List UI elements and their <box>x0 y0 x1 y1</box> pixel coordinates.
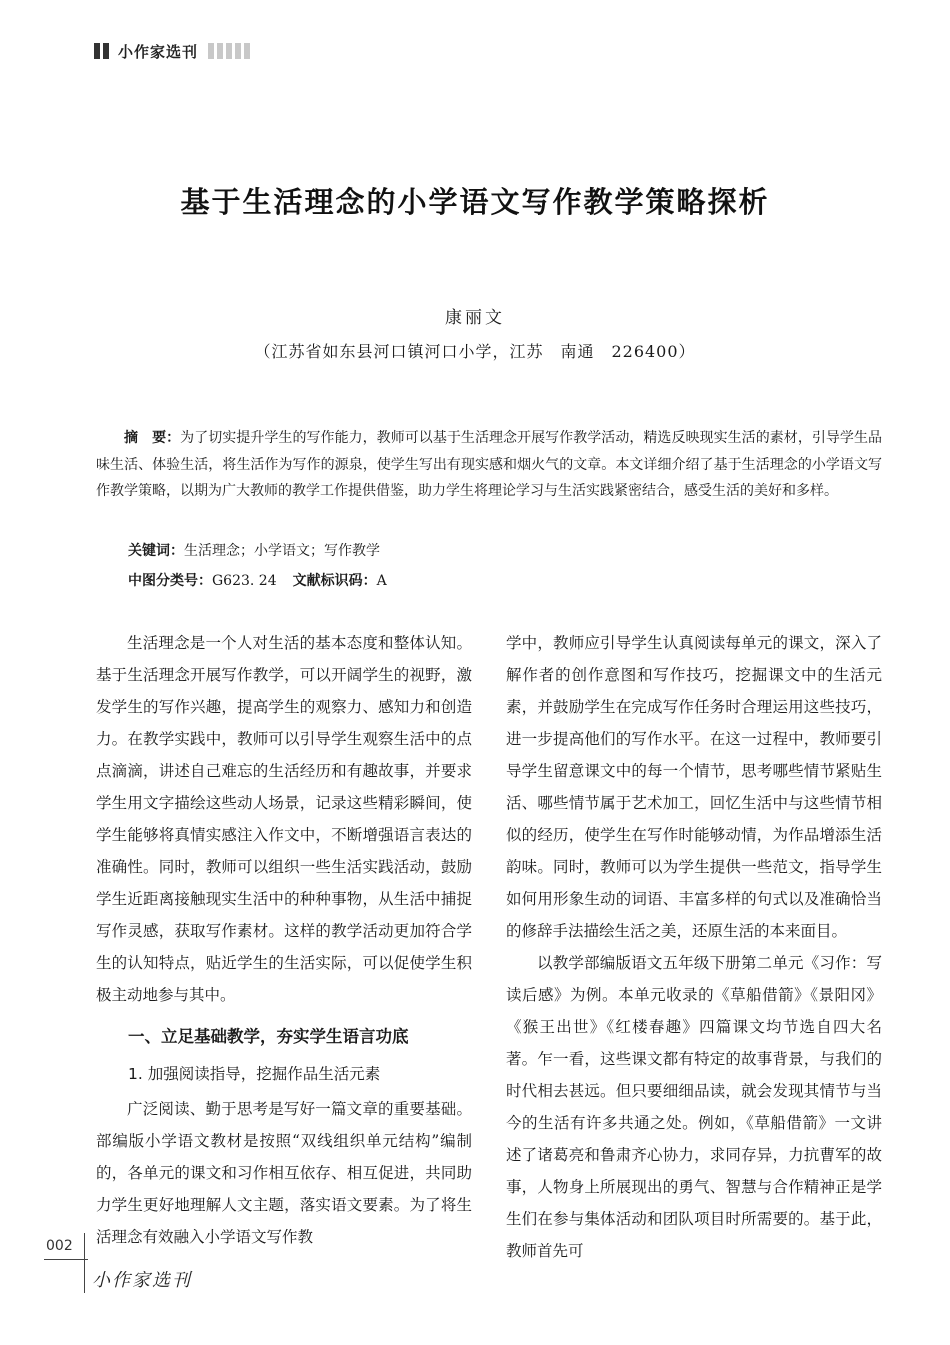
body-column-right <box>506 627 882 1267</box>
clc-value: G623. 24 <box>212 573 277 589</box>
body-paragraph: 以教学部编版语文五年级下册第二单元《习作：写读后感》为例。本单元收录的《草船借箭》《景阳冈》《猴王出世》《红楼春趣》四篇课文均节选自四大名著。乍一看，这些课文都有特定的故事背景，与我们的时代相去甚远。但只要细细品读，就会发现其情节与当今的生活有许多共通之处。例如，《草船借箭》一文讲述了诸葛亮和鲁肃齐心协力，求同存异，力抗曹军的故事，人物身上所展现出的勇气、智慧与合作精神正是学生们在参与集体活动和团队项目时所需要的。基于此，教师首先可 <box>506 954 882 1260</box>
header-bar-mark <box>235 43 241 59</box>
section-heading: 一、立足基础教学，夯实学生语言功底 <box>128 1027 409 1046</box>
footer-rule <box>44 1259 88 1260</box>
footer-divider <box>84 1233 85 1293</box>
keywords <box>128 540 380 560</box>
header-bar-mark <box>244 43 250 59</box>
abstract <box>96 425 882 505</box>
header-bar-mark <box>226 43 232 59</box>
article-title: 基于生活理念的小学语文写作教学策略探析 <box>180 185 770 219</box>
clc-label: 中图分类号： <box>128 573 212 589</box>
author-affiliation: （江苏省如东县河口镇河口小学，江苏 南通 226400） <box>254 342 696 361</box>
intro-paragraph: 生活理念是一个人对生活的基本态度和整体认知。基于生活理念开展写作教学，可以开阔学生的视野，激发学生的写作兴趣，提高学生的观察力、感知力和创造力。在教学实践中，教师可以引导学生观察生活中的点点滴滴，讲述自己难忘的生活经历和有趣故事，并要求学生用文字描绘这些动人场景，记录这些精彩瞬间，使学生能够将真情实感注入作文中，不断增强语言表达的准确性。同时，教师可以组织一些生活实践活动，鼓励学生近距离接触现实生活中的种种事物，从生活中捕捉写作灵感，获取写作素材。这样的教学活动更加符合学生的认知特点，贴近学生的生活实际，可以促使学生积极主动地参与其中。 <box>96 634 472 1004</box>
header-bar-mark <box>103 43 109 59</box>
header-bar-mark <box>94 43 100 59</box>
abstract-text: 为了切实提升学生的写作能力，教师可以基于生活理念开展写作教学活动，精选反映现实生活的素材，引导学生品味生活、体验生活，将生活作为写作的源泉，使学生写出有现实感和烟火气的文章。本文详细介绍了基于生活理念的小学语文写作教学策略，以期为广大教师的教学工作提供借鉴，助力学生将理论学习与生活实践紧密结合，感受生活的美好和多样。 <box>96 430 883 499</box>
body-paragraph: 广泛阅读、勤于思考是写好一篇文章的重要基础。部编版小学语文教材是按照“双线组织单元结构”编制的，各单元的课文和习作相互依存、相互促进，共同助力学生更好地理解人文主题，落实语文要素。为了将生活理念有效融入小学语文写作教 <box>96 1100 472 1246</box>
keywords-text: 生活理念；小学语文；写作教学 <box>184 543 380 559</box>
body-column-left <box>96 627 472 1253</box>
doc-code-label: 文献标识码： <box>292 573 377 589</box>
header-bar-mark <box>208 43 214 59</box>
running-header <box>94 40 253 62</box>
author-name: 康丽文 <box>445 308 505 328</box>
subsection-heading: 1. 加强阅读指导，挖掘作品生活元素 <box>128 1065 381 1083</box>
body-paragraph: 学中，教师应引导学生认真阅读每单元的课文，深入了解作者的创作意图和写作技巧，挖掘课文中的生活元素，并鼓励学生在完成写作任务时合理运用这些技巧，进一步提高他们的写作水平。在这一过程中，教师要引导学生留意课文中的每一个情节，思考哪些情节紧贴生活、哪些情节属于艺术加工，回忆生活中与这些情节相似的经历，使学生在写作时能够动情，为作品增添生活韵味。同时，教师可以为学生提供一些范文，指导学生如何用形象生动的词语、丰富多样的句式以及准确恰当的修辞手法描绘生活之美，还原生活的本来面目。 <box>506 634 882 940</box>
header-bar-mark <box>217 43 223 59</box>
footer-logo: 小作家选刊 <box>92 1270 192 1291</box>
page-number: 002 <box>46 1238 73 1254</box>
journal-name: 小作家选刊 <box>118 42 199 61</box>
doc-code-value: A <box>376 573 387 589</box>
keywords-label: 关键词： <box>128 543 184 559</box>
abstract-label: 摘 要： <box>124 430 181 446</box>
classification <box>128 570 387 590</box>
